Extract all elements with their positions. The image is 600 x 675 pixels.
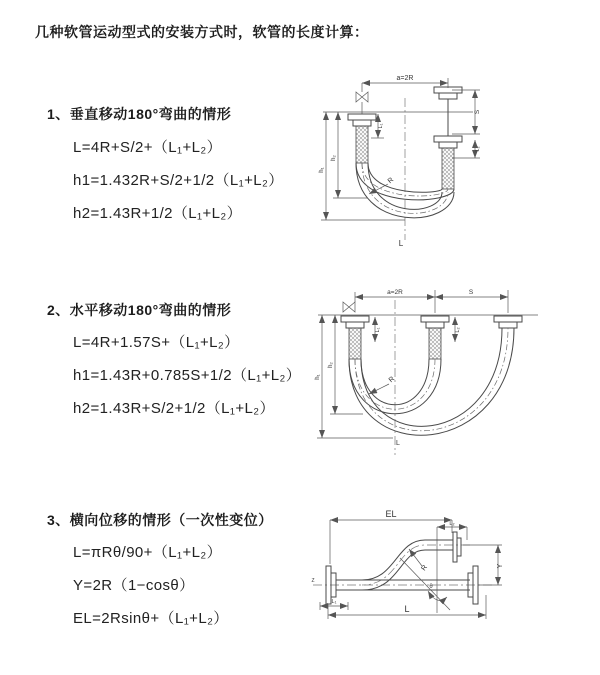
centerline-mark: Z	[311, 578, 315, 584]
right-flange-upper	[434, 87, 462, 112]
centerlines	[313, 545, 502, 585]
dim-label-theta: θ	[429, 584, 433, 590]
upper-right-flange	[453, 532, 461, 562]
formula-line: L=πRθ/90+（L₁+L₂）	[73, 544, 222, 561]
section-2-heading: 2、水平移动180°弯曲的情形	[47, 302, 232, 318]
section-3-heading: 3、横向位移的情形（一次性变位）	[47, 512, 273, 528]
right-flange	[494, 316, 522, 328]
formula-line: h2=1.43R+1/2（L₁+L₂）	[73, 205, 243, 222]
dim-label-r: R	[386, 176, 396, 186]
section-1-heading: 1、垂直移动180°弯曲的情形	[47, 106, 232, 122]
radius-callout	[409, 549, 429, 572]
formula-line: L=4R+S/2+（L₁+L₂）	[73, 139, 223, 156]
dim-label-r: R	[420, 564, 430, 573]
formula-line: L=4R+1.57S+（L₁+L₂）	[73, 334, 240, 351]
dim-label-r: R	[387, 375, 397, 385]
right-flange-lower	[434, 112, 462, 189]
dimension-a2r	[362, 75, 448, 88]
dimension-l2	[455, 317, 461, 342]
left-flange	[348, 114, 376, 163]
left-flange	[341, 316, 369, 359]
s-curve-hose	[336, 540, 453, 590]
dimension-l1	[320, 599, 348, 610]
diagram-vertical-180-bend	[305, 70, 595, 255]
diagram-horizontal-180-bend	[303, 280, 600, 470]
dim-label-l2: L₂	[455, 327, 461, 333]
formula-line: Y=2R（1−cosθ）	[73, 577, 195, 594]
dimension-l1	[375, 317, 381, 342]
dim-label-l2: L₂	[449, 521, 455, 527]
diagram-lateral-displacement	[300, 500, 600, 650]
dim-label-s: S	[468, 289, 474, 296]
dim-label-l1: L₁	[331, 599, 337, 605]
dim-label-h2: h₂	[331, 155, 337, 161]
dimension-y	[497, 545, 504, 585]
dim-label-h1: h₁	[315, 374, 321, 380]
dimension-a2r	[355, 289, 508, 313]
dim-label-s: S	[474, 109, 481, 115]
radius-callout	[369, 376, 396, 394]
dimension-l2	[452, 140, 481, 158]
dim-label-y: Y	[497, 563, 504, 569]
middle-flange	[421, 316, 449, 359]
dim-label-h2: h₂	[328, 362, 334, 368]
dim-label-el: EL	[385, 509, 397, 519]
dimension-s	[435, 289, 508, 297]
page-title: 几种软管运动型式的安装方式时，软管的长度计算：	[35, 24, 369, 40]
dim-label-a2r: a=2R	[396, 75, 414, 82]
dim-label-h1: h₁	[319, 167, 325, 173]
dim-label-l: L	[404, 604, 410, 614]
dimension-el	[330, 509, 455, 564]
dim-label-a2r: a=2R	[387, 289, 403, 296]
formula-line: EL=2Rsinθ+（L₁+L₂）	[73, 610, 229, 627]
formula-line: h1=1.432R+S/2+1/2（L₁+L₂）	[73, 172, 284, 189]
formula-line: h2=1.43R+S/2+1/2（L₁+L₂）	[73, 400, 275, 417]
dim-label-l1: L₁	[375, 327, 381, 333]
valve-icon	[356, 83, 368, 114]
dim-label-l-total: L	[398, 239, 404, 248]
valve-icon	[343, 302, 355, 312]
dim-label-l2: L₂	[475, 146, 481, 152]
dim-label-l1: L₁	[378, 123, 384, 129]
dim-label-l-total: L	[396, 440, 400, 447]
dimension-l1	[371, 114, 384, 138]
dimension-l-total	[328, 595, 486, 619]
formula-line: h1=1.43R+0.785S+1/2（L₁+L₂）	[73, 367, 302, 384]
